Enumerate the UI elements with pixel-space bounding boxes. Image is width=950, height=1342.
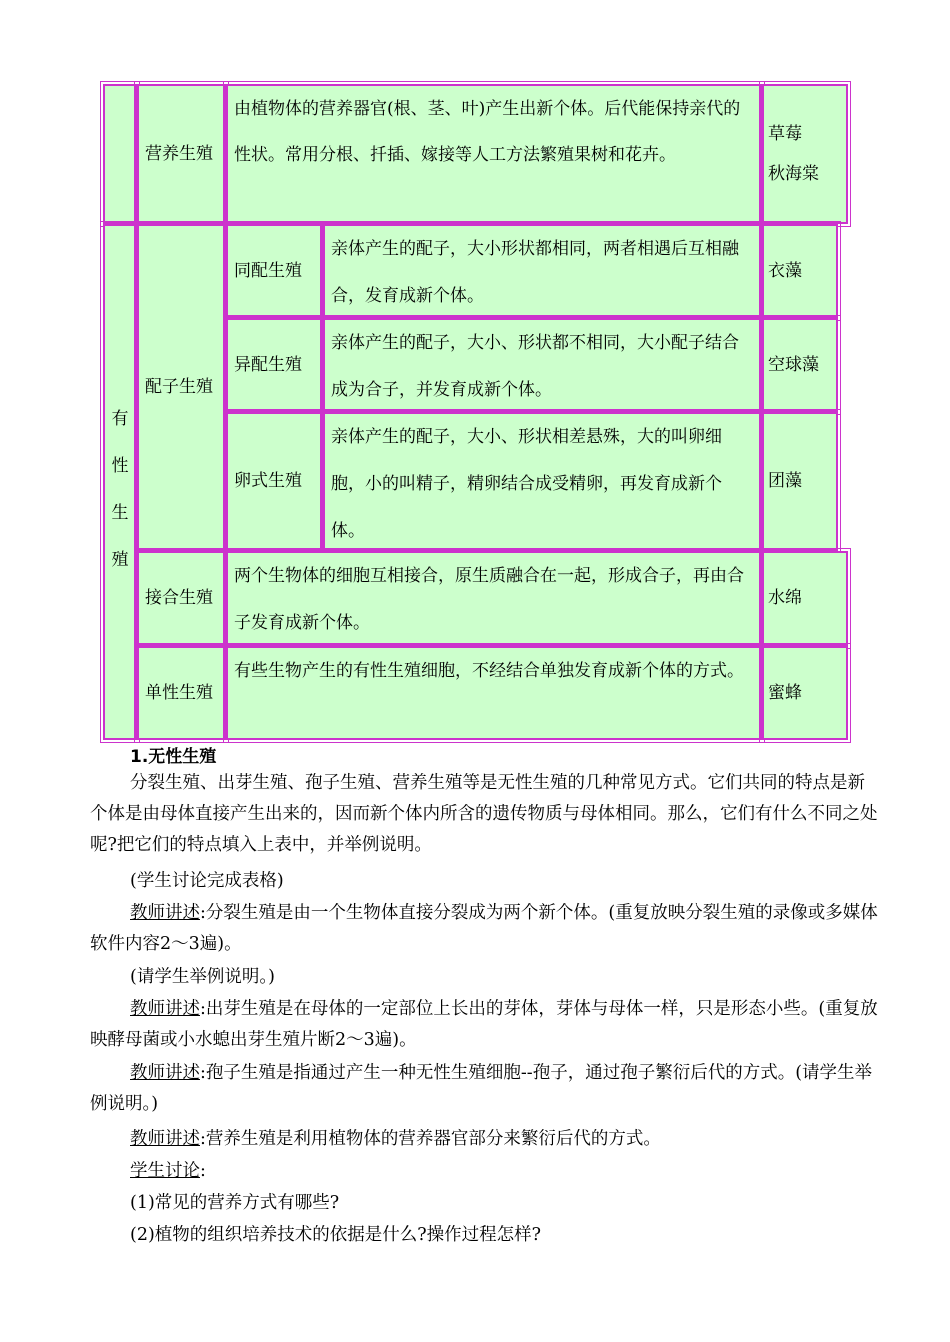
table-cell-isogamy-desc: 亲体产生的配子，大小形状都相同，两者相遇后互相融合，发育成新个体。 — [323, 224, 762, 318]
paragraph-discussion-note: (学生讨论完成表格) — [130, 871, 284, 891]
teacher-label: 教师讲述 — [130, 1063, 200, 1083]
table-cell-conjugation-desc: 两个生物体的细胞互相接合，原生质融合在一起，形成合子，再由合子发育成新个体。 — [226, 551, 762, 646]
table-cell-gamete-name: 配子生殖 — [137, 224, 226, 551]
table-cell-oogamy-desc: 亲体产生的配子，大小、形状相差悬殊，大的叫卵细胞，小的叫精子，精卵结合成受精卵，再发育成新个体。 — [323, 412, 762, 551]
paragraph-intro: 分裂生殖、出芽生殖、孢子生殖、营养生殖等是无性生殖的几种常见方式。它们共同的特点是新个体是由母体直接产生出来的，因而新个体内所含的遗传物质与母体相同。那么，它们有什么不同之处呢?把它们的特点填入上表中，并举例说明。 — [90, 773, 878, 855]
paragraph-spore: 教师讲述:孢子生殖是指通过产生一种无性生殖细胞--孢子，通过孢子繁衍后代的方式。(请学生举例说明。) — [90, 1063, 873, 1114]
teacher-label: 教师讲述 — [130, 1129, 200, 1149]
table-cell-vegetative-name: 营养生殖 — [137, 84, 226, 224]
paragraph-student-discussion: 学生讨论: — [130, 1161, 206, 1181]
section-heading: 1.无性生殖 — [130, 747, 217, 767]
table-cell-vegetative-example: 草莓 秋海棠 — [762, 84, 848, 224]
table-cell-anisogamy-desc: 亲体产生的配子，大小、形状都不相同，大小配子结合成为合子，并发育成新个体。 — [323, 318, 762, 412]
table-left-blank-cell — [103, 84, 137, 224]
paragraph-ask-example-1: (请学生举例说明。) — [130, 967, 275, 987]
table-cell-isogamy-name: 同配生殖 — [226, 224, 323, 318]
table-cell-vegetative-desc: 由植物体的营养器官(根、茎、叶)产生出新个体。后代能保持亲代的性状。常用分根、扦插、嫁接等人工方法繁殖果树和花卉。 — [226, 84, 762, 224]
table-cell-anisogamy-name: 异配生殖 — [226, 318, 323, 412]
paragraph-budding: 教师讲述:出芽生殖是在母体的一定部位上长出的芽体，芽体与母体一样，只是形态小些。(重复放映酵母菌或小水螅出芽生殖片断2～3遍)。 — [90, 999, 878, 1050]
paragraph-vegetative: 教师讲述:营养生殖是利用植物体的营养器官部分来繁衍后代的方式。 — [130, 1129, 661, 1149]
table-cell-conjugation-name: 接合生殖 — [137, 551, 226, 646]
table-cell-parthenogenesis-name: 单性生殖 — [137, 646, 226, 740]
table-cell-conjugation-example: 水绵 — [762, 551, 848, 646]
question-2: (2)植物的组织培养技术的依据是什么?操作过程怎样? — [130, 1225, 542, 1245]
table-cell-anisogamy-example: 空球藻 — [762, 318, 838, 412]
table-cell-oogamy-example: 团藻 — [762, 412, 838, 551]
teacher-label: 教师讲述 — [130, 999, 200, 1019]
paragraph-fission: 教师讲述:分裂生殖是由一个生物体直接分裂成为两个新个体。(重复放映分裂生殖的录像或多媒体软件内容2～3遍)。 — [90, 903, 878, 954]
teacher-label: 教师讲述 — [130, 903, 200, 923]
question-1: (1)常见的营养方式有哪些? — [130, 1193, 340, 1213]
table-cell-parthenogenesis-example: 蜜蜂 — [762, 646, 848, 740]
table-cell-parthenogenesis-desc: 有些生物产生的有性生殖细胞，不经结合单独发育成新个体的方式。 — [226, 646, 762, 740]
student-label: 学生讨论 — [130, 1161, 200, 1181]
table-cell-isogamy-example: 衣藻 — [762, 224, 838, 318]
table-cell-sexual-reproduction-label: 有 性 生 殖 — [103, 224, 137, 740]
table-cell-oogamy-name: 卵式生殖 — [226, 412, 323, 551]
